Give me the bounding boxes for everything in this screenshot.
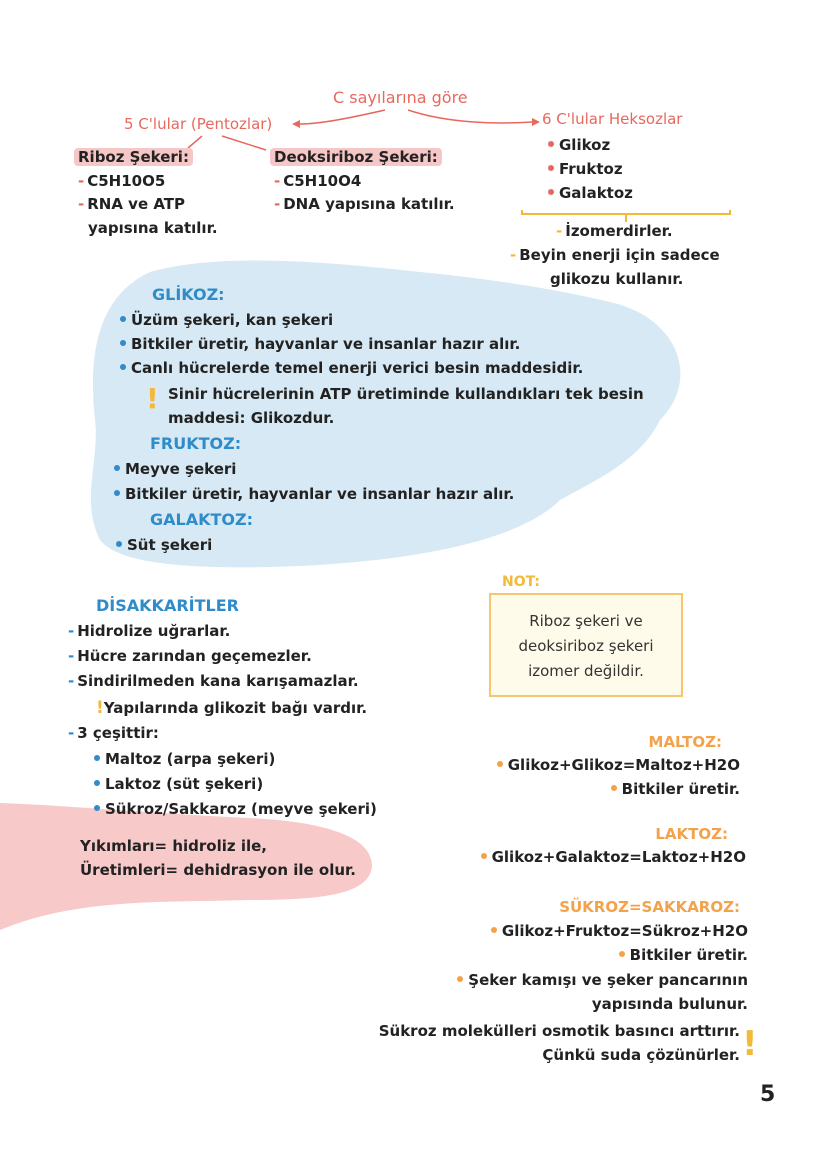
galaktoz-item: Süt şekeri <box>116 536 212 554</box>
heksoz-bracket <box>522 210 730 222</box>
galaktoz-title: GALAKTOZ: <box>150 510 254 529</box>
carbon-heading: C sayılarına göre <box>333 88 468 107</box>
disakkarit-types-title: - 3 çeşittir: <box>68 724 159 742</box>
heksoz-item: Glikoz <box>548 136 610 154</box>
fruktoz-title: FRUKTOZ: <box>150 434 242 453</box>
riboz-title: Riboz Şekeri: <box>74 148 193 166</box>
maltoz-fact: Bitkiler üretir. <box>611 780 740 798</box>
warning-icon: ! <box>146 382 159 415</box>
laktoz-equation: Glikoz+Galaktoz=Laktoz+H2O <box>481 848 746 866</box>
disakkarit-item: - Sindirilmeden kana karışamazlar. <box>68 672 359 690</box>
glikoz-item: Bitkiler üretir, hayvanlar ve insanlar hazır alır. <box>120 335 520 353</box>
arrow-to-heksoz <box>408 110 532 123</box>
heksoz-item: Galaktoz <box>548 184 633 202</box>
glikoz-title: GLİKOZ: <box>152 285 225 304</box>
disakkarit-type: Maltoz (arpa şekeri) <box>94 750 275 768</box>
glikoz-warning: maddesi: Glikozdur. <box>168 409 335 427</box>
note-line: izomer değildir. <box>528 662 644 680</box>
deoksiriboz-title: Deoksiriboz Şekeri: <box>270 148 442 166</box>
arrow-to-pentoz <box>300 110 385 124</box>
warning-icon: ! <box>96 698 104 718</box>
disakkarit-type: Laktoz (süt şekeri) <box>94 775 263 793</box>
note-label: NOT: <box>502 574 541 590</box>
glikoz-warning: Sinir hücrelerinin ATP üretiminde kullandıkları tek besin <box>168 385 644 403</box>
heksoz-note: - Beyin enerji için sadece <box>510 246 720 264</box>
sukroz-fact: yapısında bulunur. <box>591 995 748 1013</box>
disakkarit-type: Sükroz/Sakkaroz (meyve şekeri) <box>94 800 377 818</box>
maltoz-equation: Glikoz+Glikoz=Maltoz+H2O <box>497 756 740 774</box>
sukroz-warning: Sükroz molekülleri osmotik basıncı arttırır. <box>378 1022 740 1040</box>
disakkarit-summary: Üretimleri= dehidrasyon ile olur. <box>80 861 356 879</box>
riboz-line: yapısına katılır. <box>88 219 218 237</box>
heksoz-note: - İzomerdirler. <box>556 222 673 240</box>
glikoz-item: Canlı hücrelerde temel enerji verici besin maddesidir. <box>120 359 583 377</box>
sukroz-fact: Şeker kamışı ve şeker pancarının <box>457 971 748 989</box>
fruktoz-item: Bitkiler üretir, hayvanlar ve insanlar hazır alır. <box>114 485 514 503</box>
heksoz-note: glikozu kullanır. <box>550 270 684 288</box>
riboz-formula: - C5H10O5 <box>78 172 166 190</box>
fruktoz-item: Meyve şekeri <box>114 460 236 478</box>
deoksiriboz-line: - DNA yapısına katılır. <box>274 195 455 213</box>
disakkarit-title: DİSAKKARİTLER <box>96 596 239 615</box>
deoksiriboz-formula: - C5H10O4 <box>274 172 362 190</box>
heksoz-item: Fruktoz <box>548 160 623 178</box>
warning-icon: ! <box>742 1024 758 1064</box>
note-box <box>489 593 683 697</box>
riboz-block <box>74 148 193 166</box>
riboz-line: - RNA ve ATP <box>78 195 186 213</box>
note-line: deoksiriboz şekeri <box>518 637 654 655</box>
disakkarit-item: - Hidrolize uğrarlar. <box>68 622 231 640</box>
arrow-to-riboz <box>188 136 202 148</box>
disakkarit-item: - Hücre zarından geçemezler. <box>68 647 312 665</box>
page-number: 5 <box>760 1082 776 1107</box>
sukroz-equation: Glikoz+Fruktoz=Sükroz+H2O <box>491 922 748 940</box>
laktoz-title: LAKTOZ: <box>655 825 728 843</box>
note-line: Riboz şekeri ve <box>529 612 643 630</box>
glikoz-item: Üzüm şekeri, kan şekeri <box>120 311 333 329</box>
arrow-to-deoksiriboz <box>222 136 266 150</box>
disakkarit-warning: !Yapılarında glikozit bağı vardır. <box>96 698 368 718</box>
pentoz-title: 5 C'lular (Pentozlar) <box>124 115 273 133</box>
heksoz-title: 6 C'lular Heksozlar <box>542 110 683 128</box>
sukroz-title: SÜKROZ=SAKKAROZ: <box>559 898 740 916</box>
sukroz-fact: Bitkiler üretir. <box>619 946 748 964</box>
maltoz-title: MALTOZ: <box>648 733 722 751</box>
disakkarit-summary: Yıkımları= hidroliz ile, <box>80 837 267 855</box>
deoksiriboz-block <box>270 148 442 166</box>
sukroz-warning: Çünkü suda çözünürler. <box>542 1046 740 1064</box>
